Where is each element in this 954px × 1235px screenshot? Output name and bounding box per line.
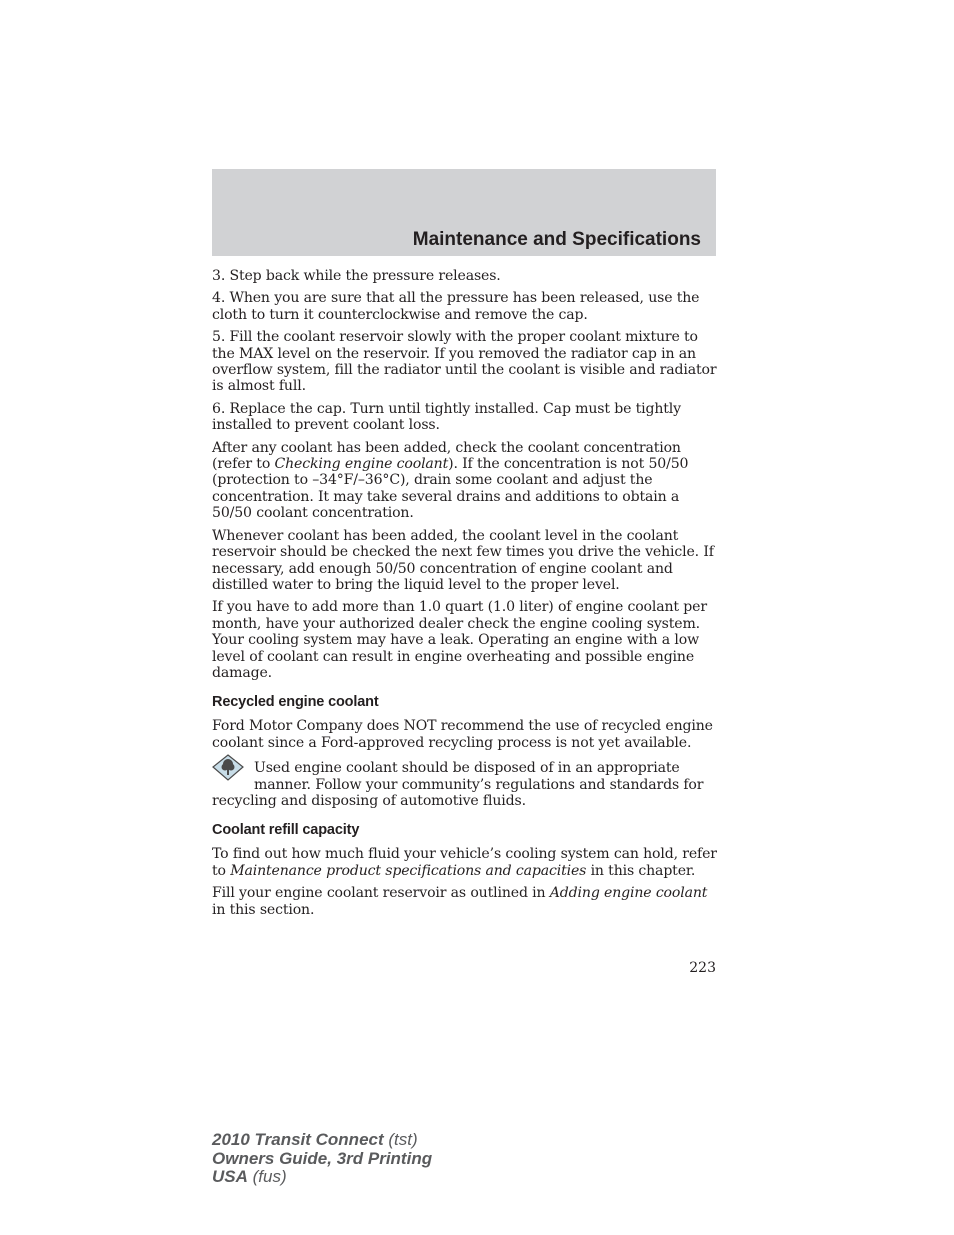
step-4: 4. When you are sure that all the pressure has been released, use the cloth to turn it counterclockwise and remove the cap. (212, 290, 700, 323)
quart-paragraph: If you have to add more than 1.0 quart (1.0 liter) of engine coolant per month, have your authorized dealer check the engine cooling system. Your cooling system may have a leak. Operating an engine with a low level of coolant can result in engine overheating and possible engine damage. (212, 599, 707, 681)
recycle-tree-icon (212, 754, 244, 782)
section-title: Maintenance and Specifications (412, 229, 701, 250)
document-footer (212, 1131, 432, 1187)
concentration-paragraph: After any coolant has been added, check the coolant concentration (refer to Checking engine coolant). If the concentration is not 50/50 (protection to –34°F/–36°C), drain some coolant and adjust the concentration. It may take several drains and additions to obtain a 50/50 coolant concentration. (212, 439, 689, 522)
footer-line-2: Owners Guide, 3rd Printing (212, 1148, 433, 1168)
page-number: 223 (689, 960, 716, 976)
coolant-capacity-heading: Coolant refill capacity (212, 822, 360, 839)
step-3: 3. Step back while the pressure releases. (212, 268, 501, 284)
recycled-coolant-heading: Recycled engine coolant (212, 694, 379, 711)
specifications-reference: Maintenance product specifications and capacities (230, 862, 587, 879)
adding-coolant-reference: Adding engine coolant (549, 885, 708, 902)
refill-paragraph: Fill your engine coolant reservoir as outlined in Adding engine coolant in this section. (212, 885, 708, 918)
step-5: 5. Fill the coolant reservoir slowly with the proper coolant mixture to the MAX level on the reservoir. If you removed the radiator cap in an overflow system, fill the radiator until the coolant is visible and radiator is almost full. (212, 329, 717, 395)
whenever-paragraph: Whenever coolant has been added, the coolant level in the coolant reservoir should be checked the next few times you drive the vehicle. If necessary, add enough 50/50 concentration of engine coolant and distilled water to bring the liquid level to the proper level. (212, 527, 714, 593)
checking-coolant-reference: Checking engine coolant (274, 456, 449, 473)
recycled-coolant-paragraph: Ford Motor Company does NOT recommend the use of recycled engine coolant since a Ford-approved recycling process is not yet available. (212, 718, 713, 751)
capacity-paragraph: To find out how much fluid your vehicle’s cooling system can hold, refer to Maintenance product specifications and capacities in this chapter. (212, 846, 717, 879)
section-header (212, 169, 716, 256)
step-6: 6. Replace the cap. Turn until tightly installed. Cap must be tightly installed to prevent coolant loss. (212, 400, 681, 434)
footer-line-1: 2010 Transit Connect (tst) (212, 1130, 418, 1149)
page-content (212, 268, 718, 924)
footer-line-3: USA (fus) (212, 1167, 287, 1186)
disposal-paragraph: Used engine coolant should be disposed of in an appropriate manner. Follow your community’s regulations and standards for recycling and disposing of automotive fluids. (212, 760, 718, 809)
